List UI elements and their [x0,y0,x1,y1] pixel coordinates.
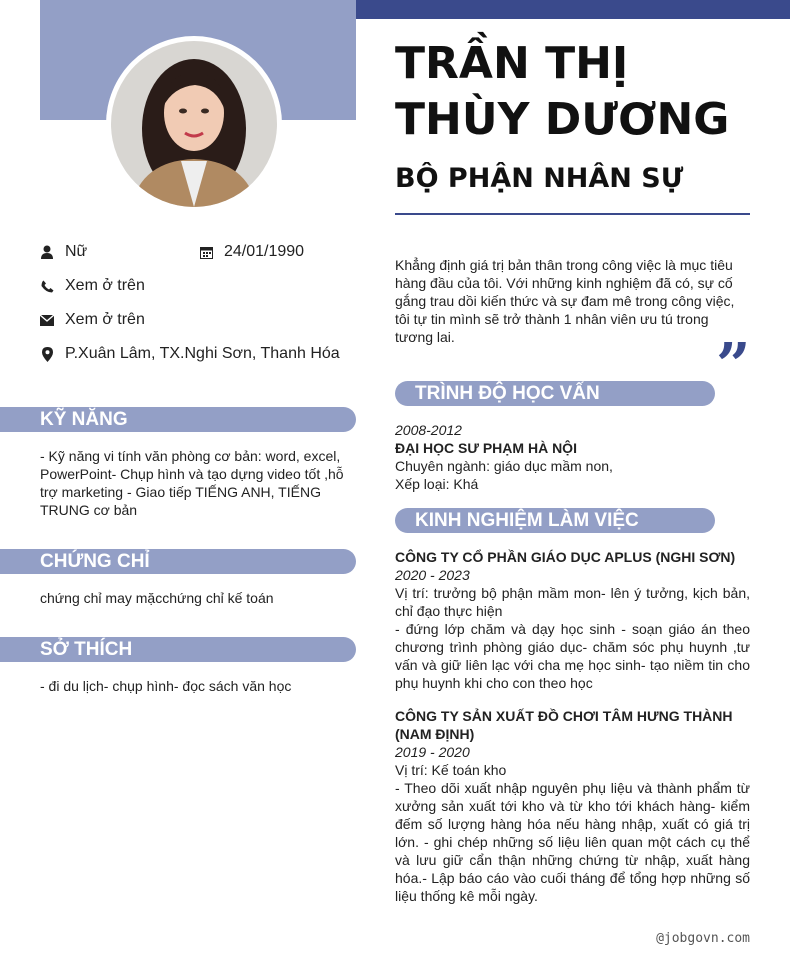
hobbies-text: - đi du lịch- chụp hình- đọc sách văn học [40,678,292,694]
candidate-name: TRẦN THỊ THÙY DƯƠNG [395,38,730,145]
job-details: Vị trí: Kế toán kho - Theo dõi xuất nhập nguyên phụ liệu và thành phẩm từ xưởng sản xuất tới kho và từ kho tới khách hàng- kiểm đếm số lượng hàng hóa nếu hàng nhập, xuất có giá trị lớn. - ghi chép những số liệu liên quan một cách cụ thể và lưu giữ cẩn thận những chứng từ nhập, xuất hàng hóa.- Lập báo cáo vào cuối tháng để tổng hợp những số liệu thống kê mỗi ngày. [395,762,750,904]
hobbies-header [0,637,356,662]
career-objective: Khẳng định giá trị bản thân trong công việc là mục tiêu hàng đầu của tôi. Với những kinh nghiệm đã có, sự cố gắng trau dồi kiến thức và sự đam mê trong công việc, tôi tự tin mình sẽ trở thành 1 nhân viên ưu tú trong tương lai. [395,257,735,345]
phone-icon [40,279,54,293]
experience-header [395,508,715,533]
footer-watermark: @jobgovn.com [656,931,750,946]
job-company: CÔNG TY CỔ PHẦN GIÁO DỤC APLUS (NGHI SƠN) [395,549,736,565]
email-row [40,311,145,329]
header-divider [395,213,750,215]
hobbies-title: SỞ THÍCH [40,639,133,660]
certificates-text: chứng chỉ may mặcchứng chỉ kế toán [40,590,274,606]
experience-title: KINH NGHIỆM LÀM VIỆC [415,510,639,531]
skills-header [0,407,356,432]
education-major: Chuyên ngành: giáo dục mầm non, [395,458,613,474]
certificates-title: CHỨNG CHỈ [40,551,150,572]
job-company: CÔNG TY SẢN XUẤT ĐỒ CHƠI TÂM HƯNG THÀNH (NAM ĐỊNH) [395,708,733,742]
birthdate-row [199,243,304,261]
skills-text: - Kỹ năng vi tính văn phòng cơ bản: word, excel, PowerPoint- Chụp hình và tạo dựng video tốt ,hỗ trợ marketing - Giao tiếp TIẾNG ANH, TIẾNG TRUNG cơ bản [40,448,344,518]
address-value: P.Xuân Lâm, TX.Nghi Sơn, Thanh Hóa [65,345,340,362]
envelope-icon [40,313,54,327]
education-grade: Xếp loại: Khá [395,476,479,492]
education-school: ĐẠI HỌC SƯ PHẠM HÀ NỘI [395,440,577,456]
job-entry [395,707,750,905]
phone-value: Xem ở trên [65,277,145,294]
education-header [395,381,715,406]
email-value: Xem ở trên [65,311,145,328]
certificates-header [0,549,356,574]
phone-row [40,277,145,295]
job-period: 2020 - 2023 [395,567,470,583]
avatar [106,36,282,212]
education-title: TRÌNH ĐỘ HỌC VẤN [415,383,600,404]
birthdate-value: 24/01/1990 [224,243,305,260]
location-pin-icon [40,347,54,361]
quote-mark-icon: ” [716,331,751,401]
job-period: 2019 - 2020 [395,744,470,760]
user-icon [40,245,54,259]
education-period: 2008-2012 [395,422,462,438]
top-accent-bar [356,0,790,19]
gender-value: Nữ [65,243,88,260]
job-entry [395,548,750,692]
department-title: BỘ PHẬN NHÂN SỰ [395,163,684,194]
job-details: Vị trí: trưởng bộ phận mầm mon- lên ý tưởng, kịch bản, chỉ đạo thực hiện - đứng lớp chăm và dạy học sinh - soạn giáo án theo chương trình phòng giáo dục- chăm sóc phụ huynh ,tư vấn và giữ liên lạc với cha mẹ học sinh- tạo niềm tin cho phụ huynh khi cho con theo học [395,585,750,691]
gender-row [40,243,87,261]
avatar-photo [111,41,277,207]
skills-title: KỸ NĂNG [40,409,128,430]
education-block [395,421,750,493]
address-row [40,345,340,363]
calendar-icon [199,245,213,259]
